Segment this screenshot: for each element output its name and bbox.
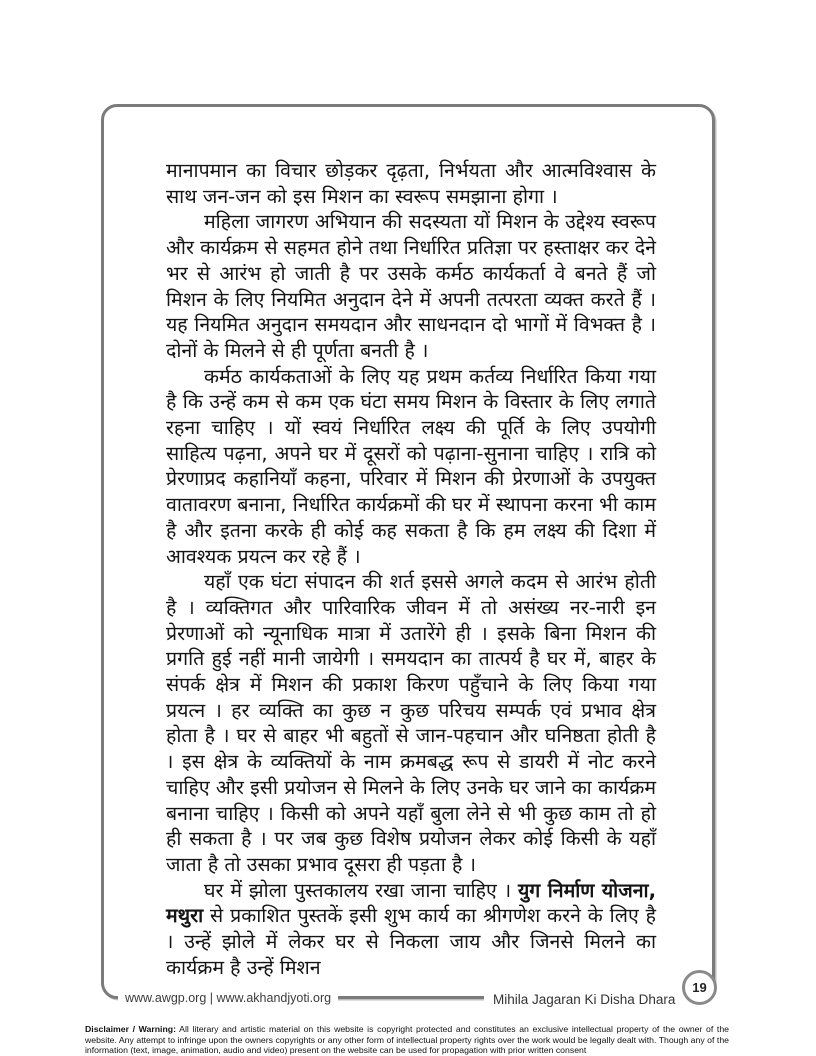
paragraph: मानापमान का विचार छोड़कर दृढ़ता, निर्भयता और आत्मविश्वास के साथ जन-जन को इस मिशन का स्वरूप समझाना होगा । — [166, 159, 656, 208]
bold-publisher-reference: युग निर्माण योजना, मथुरा — [166, 878, 656, 928]
disclaimer-label: Disclaimer / Warning: — [85, 1024, 176, 1034]
disclaimer-text — [85, 1024, 729, 1056]
paragraph — [166, 878, 656, 981]
paragraph: यहाँ एक घंटा संपादन की शर्त इससे अगले कदम से आरंभ होती है । व्यक्तिगत और पारिवारिक जीवन में तो असंख्य नर-नारी इन प्रेरणाओं को न्यूनाधिक मात्रा में उतारेंगे ही । इसके बिना मिशन की प्रगति हुई नहीं मानी जायेगी । समयदान का तात्पर्य है घर में, बाहर के संपर्क क्षेत्र में मिशन की प्रकाश किरण पहुँचाने के लिए किया गया प्रयत्न । हर व्यक्ति का कुछ न कुछ परिचय सम्पर्क एवं प्रभाव क्षेत्र होता है । घर से बाहर भी बहुतों से जान-पहचान और घनिष्ठता होती है । इस क्षेत्र के व्यक्तियों के नाम क्रमबद्ध रूप से डायरी में नोट करने चाहिए और इसी प्रयोजन से मिलने के लिए उनके घर जाने का कार्यक्रम बनाना चाहिए । किसी को अपने यहाँ बुला लेने से भी कुछ काम तो हो ही सकता है । पर जब कुछ विशेष प्रयोजन लेकर कोई किसी के यहाँ जाता है तो उसका प्रभाव दूसरा ही पड़ता है । — [166, 570, 656, 876]
disclaimer-body: All literary and artistic material on this website is copyright protected and constitutes an exclusive intellectual property of the owner of the website. Any attempt to infringe upon the owners copyrights or any other form of intellectual property rights over the work would be legally dealt with. Though any of the information (text, image, animation, audio and video) present on the website can be used for propagation with prior written consent — [85, 1024, 729, 1056]
page-title: Mihila Jagaran Ki Disha Dhara — [484, 988, 727, 1012]
footer-website-urls: www.awgp.org | www.akhandjyoti.org — [118, 987, 338, 1009]
paragraph-text: घर में झोला पुस्तकालय रखा जाना चाहिए । — [204, 878, 518, 902]
paragraph: महिला जागरण अभियान की सदस्यता यों मिशन के उद्देश्य स्वरूप और कार्यक्रम से सहमत होने तथा निर्धारित प्रतिज्ञा पर हस्ताक्षर कर देने भर से आरंभ हो जाती है पर उसके कर्मठ कार्यकर्ता वे बनते हैं जो मिशन के लिए नियमित अनुदान देने में अपनी तत्परता व्यक्त करते हैं । यह नियमित अनुदान समयदान और साधनदान दो भागों में विभक्त है । दोनों के मिलने से ही पूर्णता बनती है । — [166, 210, 656, 362]
page-number-badge: 19 — [682, 970, 717, 1005]
paragraph-text: से प्रकाशित पुस्तकें इसी शुभ कार्य का श्रीगणेश करने के लिए है । उन्हें झोले में लेकर घर से निकला जाय और जिनसे मिलने का कार्यक्रम है उन्हें मिशन — [166, 904, 656, 979]
paragraph: कर्मठ कार्यकताओं के लिए यह प्रथम कर्तव्य निर्धारित किया गया है कि उन्हें कम से कम एक घंटा समय मिशन के विस्तार के लिए लगाते रहना चाहिए । यों स्वयं निर्धारित लक्ष्य की पूर्ति के लिए उपयोगी साहित्य पढ़ना, अपने घर में दूसरों को पढ़ाना-सुनाना चाहिए । रात्रि को प्रेरणाप्रद कहानियाँ कहना, परिवार में मिशन की प्रेरणाओं के उपयुक्त वातावरण बनाना, निर्धारित कार्यक्रमों की घर में स्थापना करना भी काम है और इतना करके ही कोई कह सकता है कि हम लक्ष्य की दिशा में आवश्यक प्रयत्न कर रहे हैं । — [166, 364, 656, 568]
body-text — [166, 158, 656, 981]
